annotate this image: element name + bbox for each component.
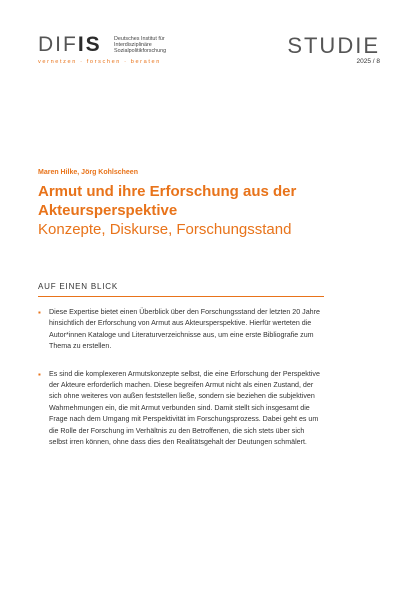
summary-bullet-list (38, 307, 324, 448)
document-title (38, 182, 383, 220)
authors: Maren Hilke, Jörg Kohlscheen (38, 169, 138, 176)
square-bullet-icon: ▪ (38, 308, 41, 317)
logo-wordmark-part1: DIF (38, 33, 78, 56)
logo-institute-line: Interdisziplinäre (114, 42, 152, 49)
page-header (0, 0, 420, 80)
series-label: STUDIE (287, 33, 380, 58)
logo-tagline: vernetzen · forschen · beraten (38, 59, 161, 65)
square-bullet-icon: ▪ (38, 369, 41, 379)
logo-institute-name (114, 36, 166, 55)
difis-logo (38, 34, 218, 74)
summary-bullet-text: Es sind die komplexeren Armutskonzepte selbst, die eine Erforschung der Perspektive der Akteure erforderlich machen. Diese begreifen Armut nicht als einen Zustand, der sich ohne weiteres von außen feststellen ließe, sondern sie beziehen die subjektiven Wahrnehmungen ein, die mit Armut verbunden sind. Damit stellt sich insgesamt die Frage nach dem Umgang mit Perspektivität im Forschungsprozess. Dabei geht es um die Rolle der Forschung im Verhältnis zu den Betroffenen, die sich stets über sich selbst irren können, ohne dass dies den Realitätsgehalt der Deutungen schmälert. (49, 369, 320, 447)
document-title-line: Armut und ihre Erforschung aus der (38, 183, 297, 200)
summary-section (38, 282, 324, 464)
logo-wordmark (38, 34, 102, 56)
summary-bullet-item (38, 369, 324, 449)
logo-institute-line: Deutsches Institut für (114, 36, 165, 42)
document-subtitle: Konzepte, Diskurse, Forschungsstand (38, 221, 292, 238)
logo-wordmark-part2: IS (77, 33, 102, 56)
logo-institute-line: Sozialpolitikforschung (114, 48, 167, 55)
document-title-line: Akteursperspektive (38, 202, 178, 219)
summary-heading: AUF EINEN BLICK (38, 282, 324, 297)
summary-bullet-text: Diese Expertise bietet einen Überblick über den Forschungsstand der letzten 20 Jahre hinsichtlich der Erforschung von Armut aus Akteursperspektive. Hierfür werteten die Autor*innen Kataloge und Literaturverzeichnisse aus, um eine erste Bibliografie zum Thema zu erstellen. (49, 308, 320, 351)
series-number: 2025 / 8 (356, 58, 380, 65)
summary-bullet-item (38, 307, 324, 353)
title-block (38, 169, 383, 239)
